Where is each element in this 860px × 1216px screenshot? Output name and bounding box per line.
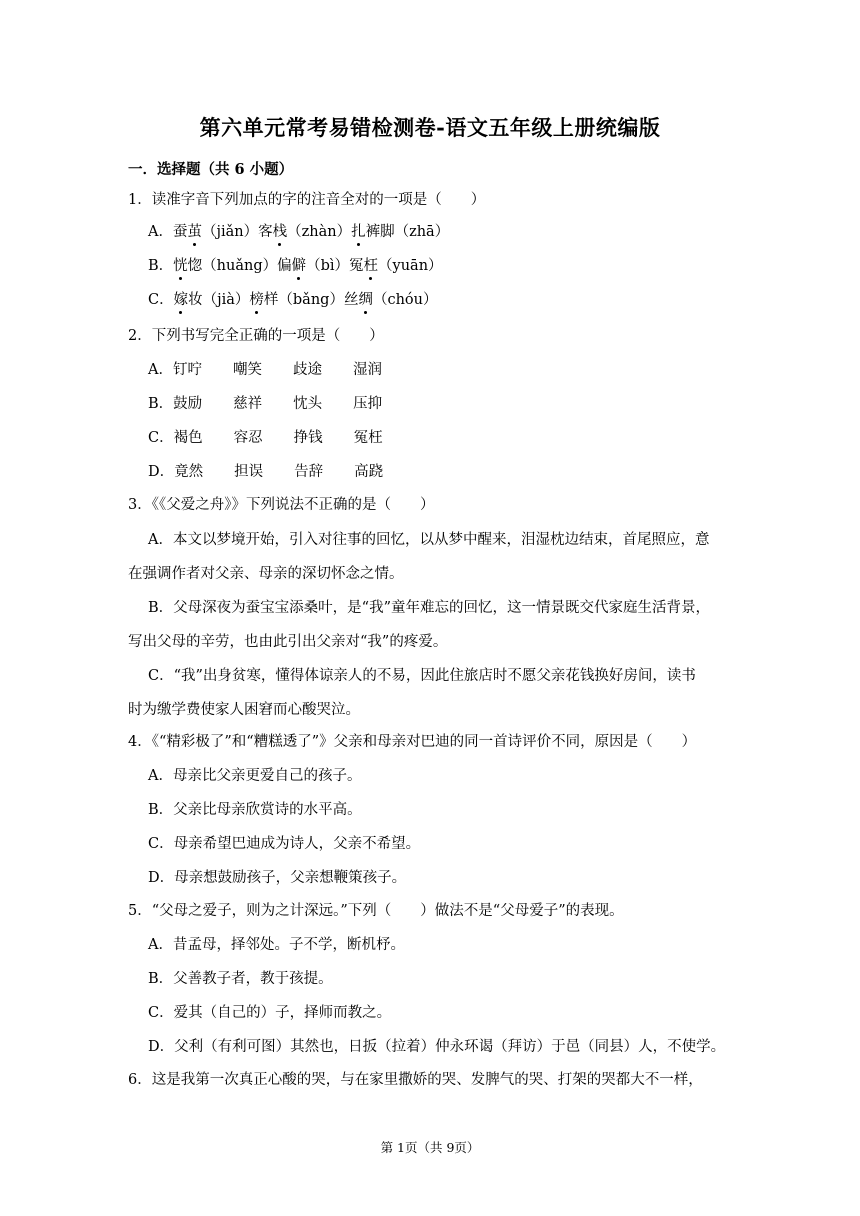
question-4-stem: 4．《“精彩极了”和“糟糕透了”》父亲和母亲对巴迪的同一首诗评价不同，原因是（ ） [128,734,697,750]
question-2-option-c: C．褐色 容忍 挣钱 冤枉 [148,430,383,446]
question-3-stem: 3．《《父爱之舟》》下列说法不正确的是（ ） [128,497,435,513]
question-4-option-c: C．母亲希望巴迪成为诗人，父亲不希望。 [148,836,421,852]
question-1-option-c: C．嫁妆（jià）榜样（bǎng）丝绸（chóu） [148,292,438,308]
question-5-option-a: A．昔孟母，择邻处。子不学，断机杼。 [148,937,405,953]
question-2-option-a: A．钉咛 嘲笑 歧途 湿润 [148,362,382,378]
section-heading: 一．选择题（共 6 小题） [128,161,294,178]
question-4-option-b: B．父亲比母亲欣赏诗的水平高。 [148,802,362,818]
dotted-char: 扎 [351,224,366,240]
dotted-char: 枉 [363,258,379,274]
question-5-option-d: D．父利（有利可图）其然也，日扳（拉着）仲永环谒（拜访）于邑（同县）人，不使学。 [148,1039,726,1055]
question-3-option-c: C．“我”出身贫寒，懂得体谅亲人的不易，因此住旅店时不愿父亲花钱换好房间，读书 [148,668,696,684]
dotted-char: 嫁 [173,292,189,308]
question-3-option-c-cont: 时为缴学费使家人困窘而心酸哭泣。 [128,702,360,718]
page-footer: 第 1页（共 9页） [380,1140,480,1155]
question-1-stem: 1．读准字音下列加点的字的注音全对的一项是（ ） [128,192,486,208]
question-5-option-c: C．爱其（自己的）子，择师而教之。 [148,1005,392,1021]
question-5-stem: 5．“父母之爱子，则为之计深远。”下列（ ）做法不是“父母爱子”的表现。 [128,903,624,919]
question-3-option-b: B．父母深夜为蚕宝宝添桑叶，是“我”童年难忘的回忆，这一情景既交代家庭生活背景， [148,600,710,616]
question-2-stem: 2．下列书写完全正确的一项是（ ） [128,328,384,344]
question-5-option-b: B．父善教子者，教于孩提。 [148,971,333,987]
question-1-option-a: A．蚕茧（jiǎn）客栈（zhàn）扎裤脚（zhā） [148,224,450,240]
dotted-char: 茧 [187,224,202,240]
question-2-option-b: B．鼓励 慈祥 忱头 压抑 [148,396,383,412]
dotted-char: 绸 [358,292,373,308]
question-6-stem: 6．这是我第一次真正心酸的哭，与在家里撒娇的哭、发脾气的哭、打架的哭都大不一样， [128,1072,703,1088]
dotted-char: 僻 [291,258,307,274]
question-3-option-a-cont: 在强调作者对父亲、母亲的深切怀念之情。 [128,566,404,582]
question-2-option-d: D．竟然 担误 告辞 高跷 [148,464,384,480]
question-1-option-b: B．恍惚（huǎng）偏僻（bì）冤枉（yuān） [148,258,443,274]
dotted-char: 榜 [249,292,264,308]
question-4-option-d: D．母亲想鼓励孩子，父亲想鞭策孩子。 [148,870,407,886]
dotted-char: 栈 [272,224,288,240]
question-3-option-a: A．本文以梦境开始，引入对往事的回忆，以从梦中醒来，泪湿枕边结束，首尾照应，意 [148,532,710,548]
question-3-option-b-cont: 写出父母的辛劳，也由此引出父亲对“我”的疼爱。 [128,634,448,650]
question-4-option-a: A．母亲比父亲更爱自己的孩子。 [148,768,362,784]
page-title: 第六单元常考易错检测卷-语文五年级上册统编版 [199,115,661,140]
dotted-char: 恍 [173,258,188,274]
